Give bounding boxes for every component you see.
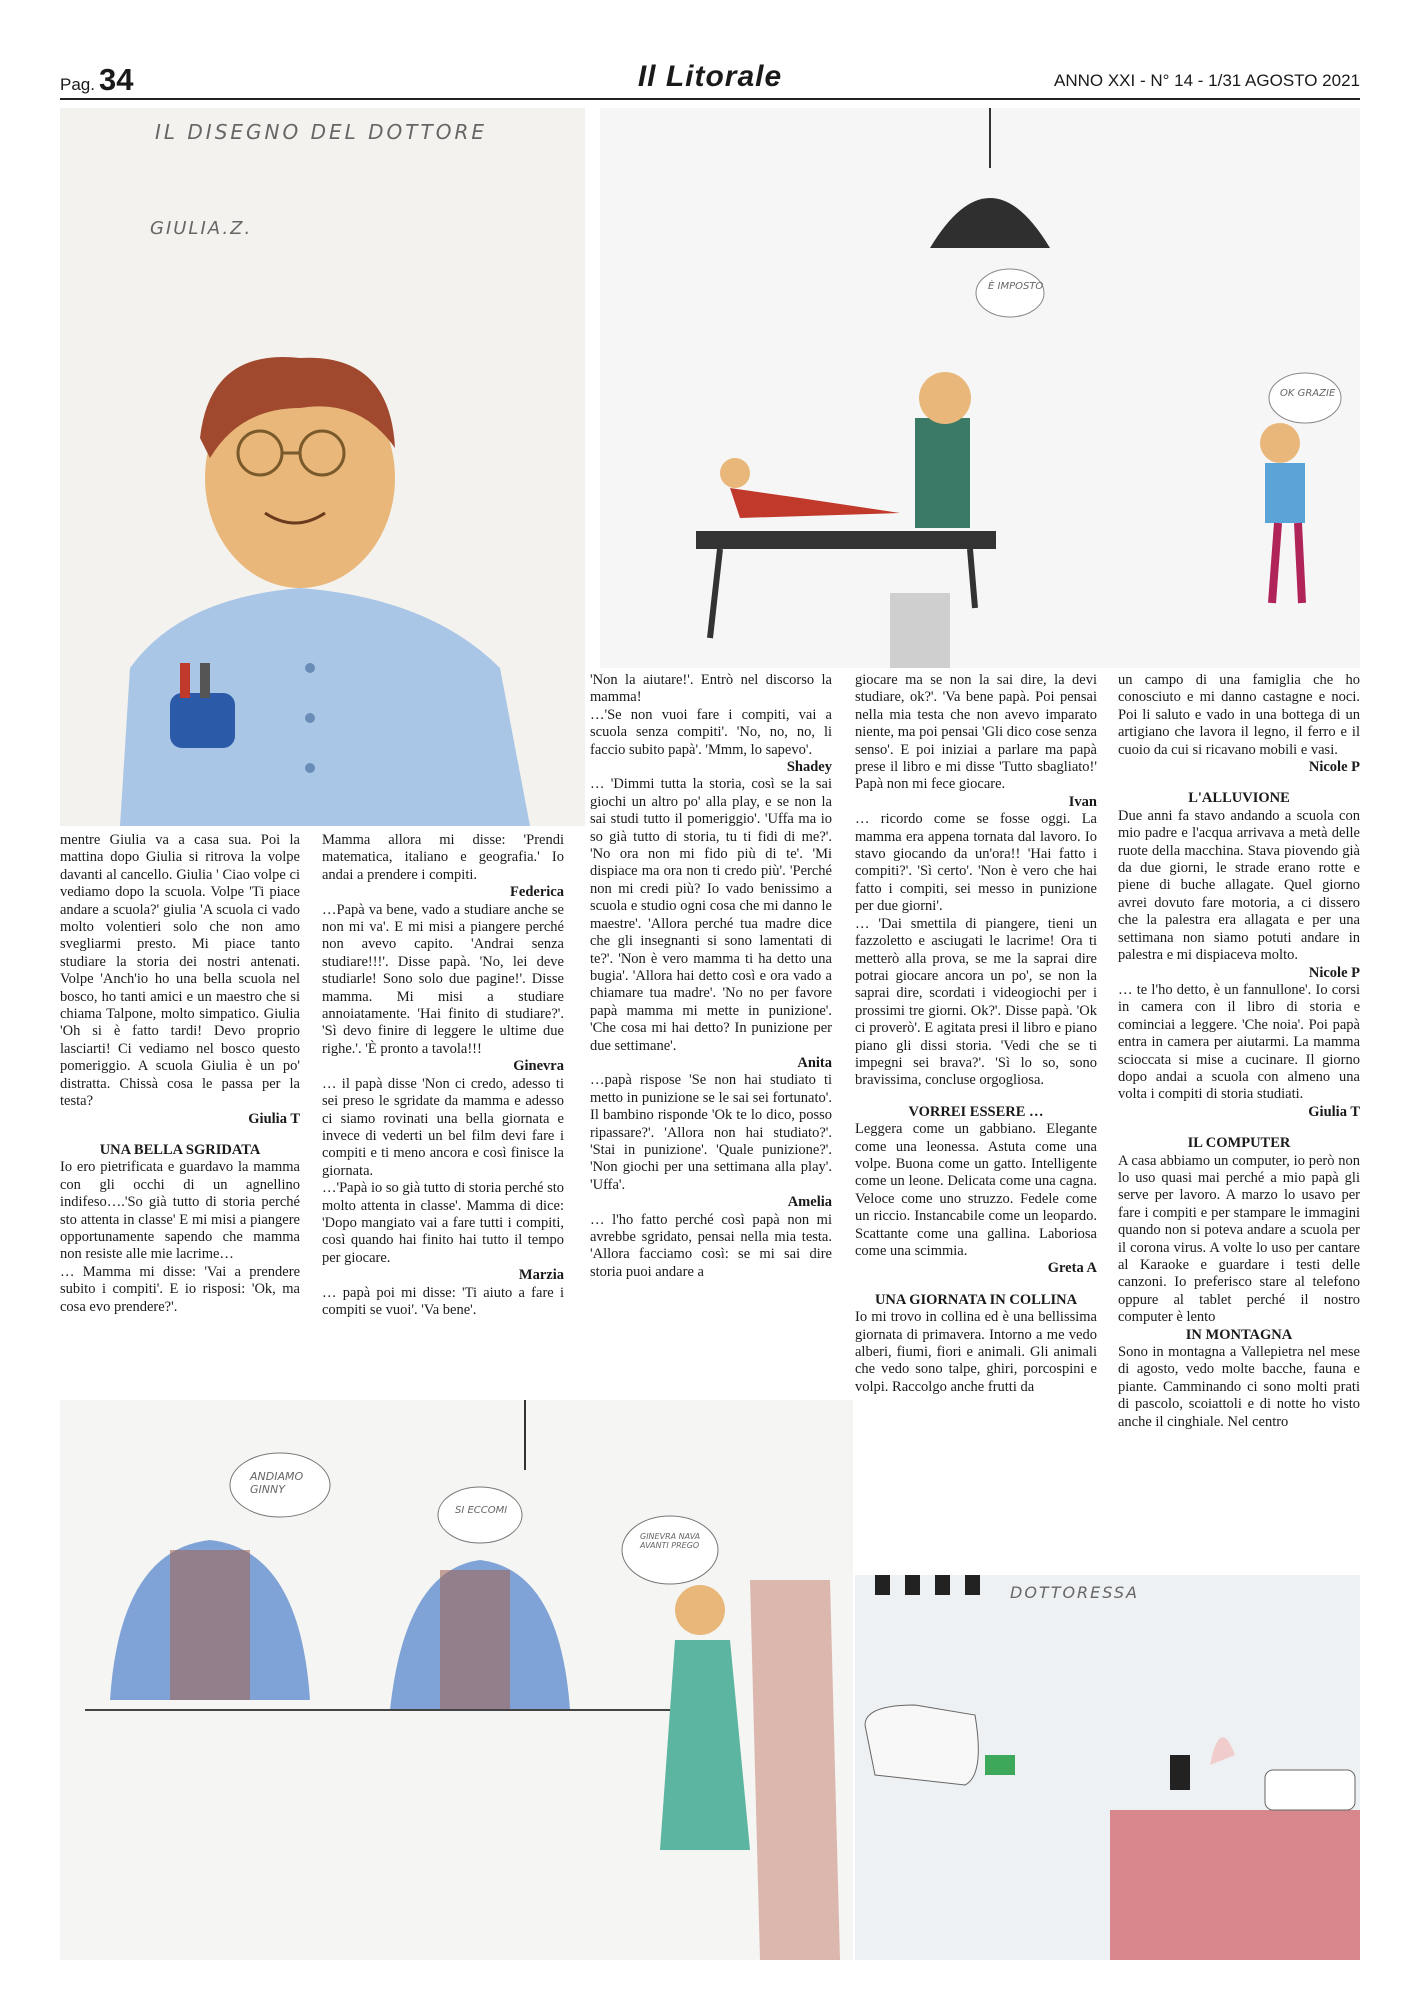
- paragraph: Due anni fa stavo andando a scuola con mio padre e l'acqua arrivava a metà delle ruote della macchina. Stava piovendo già da due giorni, le strade erano rotte e piene di buche allagate. Quel giorno avrei dovuto fare motoria, a ci dissero che la palestra era allagata e per una settimana non siamo potuti andare in palestra e mi dispiaceva molto.: [1118, 807, 1360, 964]
- paragraph: Io ero pietrificata e guardavo la mamma con gli occhi di un agnellino indifeso….'So già tutto di storia perché sto attenta in classe' E mi misi a piangere opportunamente sapendo che mamma non resiste alle mie lacrime…: [60, 1159, 300, 1263]
- text-column-1: [60, 832, 300, 1387]
- dottoressa-drawing: [855, 1575, 1360, 1960]
- byline: Amelia: [787, 1194, 832, 1211]
- paragraph: … te l'ho detto, è un fannullone'. Io corsi in camera con il libro di storia e cominciai a leggere. 'Che noia'. Poi papà entra in camera per aiutarmi. La mamma scioccata si mise a cucinare. Il giorno dopo andai a scuola con almeno una volta i compiti di storia studiati.: [1118, 981, 1360, 1103]
- waiting-room-drawing: [60, 1400, 853, 1960]
- page-header: [60, 58, 1360, 100]
- paragraph: Sono in montagna a Vallepietra nel mese di agosto, vedo molte bacche, fauna e piante. Camminando ci sono molti prati di pascolo, scoiattoli e di notte ho visto anche il cinghiale. Nel centro: [1118, 1344, 1360, 1430]
- article-title: L'ALLUVIONE: [1188, 790, 1290, 807]
- byline: Anita: [797, 1054, 832, 1071]
- drawing-title: DOTTORESSA: [1010, 1583, 1139, 1602]
- byline: Shadey: [786, 759, 832, 776]
- speech-bubble-patient: OK GRAZIE: [1280, 388, 1336, 399]
- paragraph: …papà rispose 'Se non hai studiato ti metto in punizione se le sai sei fortunato'. Il bambino risponde 'Ok te lo dico, posso ripassare?'. 'Allora non hai studiato?'. 'Stai in punizione'. 'Quale punizione?'. 'Non giochi per una settimana alla play'. 'Uffa'.: [590, 1072, 832, 1193]
- byline: Ginevra: [513, 1058, 564, 1075]
- speech-bubble-doctor: È IMPOSTO: [988, 281, 1044, 292]
- paragraph: …'Papà io so già tutto di storia perché sto molto attenta in classe'. Mamma di dice: 'Dopo mangiato vai a fare tutti i compiti, così quando hai finito hai tutto il tempo per giocare.: [322, 1180, 564, 1266]
- article-title: UNA GIORNATA IN COLLINA: [874, 1291, 1078, 1308]
- byline: Nicole P: [1308, 759, 1360, 776]
- page-number-value: 34: [98, 62, 134, 97]
- paragraph: Io mi trovo in collina ed è una bellissima giornata di primavera. Intorno a me vedo alberi, fiumi, fiori e animali. Gli animali che vedo sono talpe, ghiri, porcospini e volpi. Raccolgo anche frutti da: [855, 1309, 1097, 1395]
- paragraph: mentre Giulia va a casa sua. Poi la mattina dopo Giulia si ritrova la volpe davanti al cancello. Giulia ' Ciao volpe ci vediamo dopo la scuola. Volpe 'Ti piace andare a scuola?' giulia 'A scuola ci vado molto volentieri solo che non amo svegliarmi presto. Mi piace tanto studiare la storia dei nostri antenati. Volpe 'Anch'io ho una bella scuola nel bosco, ho tanti amici e un maestro che si chiama Talpone, molto simpatico. Giulia 'Oh si è fatto tardi! Devo proprio lasciarti! Ci vediamo nel bosco questo pomeriggio. A scuola Giulia è un po' distratta. Chissà cosa le passa per la testa?: [60, 832, 300, 1110]
- paragraph: … il papà disse 'Non ci credo, adesso ti sei preso le sgridate da mamma e adesso ci siamo rovinati una bella giornata e invece di vederti un bel film devi fare i compiti e ti meno ancora e così finisce la giornata.: [322, 1075, 564, 1179]
- paragraph: … 'Dimmi tutta la storia, così se la sai giochi un altro po' alla play, e se non la sai studi tutto il pomeriggio'. 'Uffa ma io so già tutto di storia, tu ti fidi di me?'. 'No ora non mi fido più di te'. 'Mi dispiace ma ora non ti credo più'. 'Perché non mi credi più? Io vado benissimo a scuola e studio ogni cosa che mi danno le maestre'. 'Allora perché tua madre dice che gli insegnanti si sono lamentati di te?'. 'Non è vero mamma ti ha detto una bugia'. 'Allora hai detto così e ora vado a chiamare tua madre'. 'No no per favore papà mamma mi mette in punizione'. 'Che cosa mi hai detto? In punizione per due settimane'.: [590, 776, 832, 1054]
- paragraph: … 'Dai smettila di piangere, tieni un fazzoletto e asciugati le lacrime! Ora ti metterò alla prova, se me la saprai dire potrai giocare ancora un po', se non la saprai dire, scordati i videogiochi per i prossimi tre giorni. Ok?'. Disse papà. 'Ok ci proverò'. E agitata presi il libro e piano piano gli dissi storia. 'Vedi che se ti impegni sei brava?'. 'Sì lo so, sono bravissima, concluse orgogliosa.: [855, 915, 1097, 1089]
- text-column-5: [1118, 672, 1360, 1567]
- paragraph: … ricordo come se fosse oggi. La mamma era appena tornata dal lavoro. Io stavo giocando da un'ora!! 'Hai fatto i compiti?'. 'Sì certo'. 'Non è vero che hai fatto i compiti, sei messo in punizione per due giorni'.: [855, 811, 1097, 915]
- article-title: IL COMPUTER: [1187, 1135, 1291, 1152]
- paragraph: un campo di una famiglia che ho conosciuto e mi danno castagne e noci. Poi li saluto e vado in una bottega di un artigiano che lavora il legno, il ferro e il cuoio da cui si ricavano mobili e vasi.: [1118, 672, 1360, 758]
- paragraph: Leggera come un gabbiano. Elegante come una leonessa. Astuta come una volpe. Buona come un gatto. Intelligente come un leone. Delicata come una cagna. Veloce come uno struzzo. Fedele come un riccio. Instancabile come un leopardo. Scattante come una gallina. Laboriosa come una scimmia.: [855, 1121, 1097, 1259]
- paragraph: 'Non la aiutare!'. Entrò nel discorso la mamma!: [590, 672, 832, 706]
- doctor-drawing: [60, 108, 585, 826]
- speech-bubble-3: GINEVRA NAVA AVANTI PREGO: [640, 1532, 701, 1550]
- paragraph: … Mamma mi disse: 'Vai a prendere subito i compiti'. E io risposi: 'Ok, ma cosa evo prendere?'.: [60, 1263, 300, 1315]
- paragraph: Mamma allora mi disse: 'Prendi matematica, italiano e geografia.' Io andai a prendere i compiti.: [322, 832, 564, 883]
- text-column-2: [322, 832, 564, 1387]
- issue-info: ANNO XXI - N° 14 - 1/31 AGOSTO 2021: [1054, 71, 1360, 90]
- page-label: Pag.: [60, 75, 95, 94]
- hospital-drawing: [600, 108, 1360, 668]
- paragraph: A casa abbiamo un computer, io però non lo uso quasi mai perché a mio papà gli serve per lavoro. A marzo lo usavo per fare i compiti e per stampare le immagini quando non si poteva andare a scuola per il corona virus. A volte lo uso per cantare al Karaoke e guardare i testi delle canzoni. Io preferisco stare al telefono oppure al tablet perché il nostro computer è lento: [1118, 1152, 1360, 1326]
- article-title: IN MONTAGNA: [1185, 1326, 1293, 1343]
- paragraph: …'Se non vuoi fare i compiti, vai a scuola senza compiti'. 'No, no, no, li faccio subito papà'. 'Mmm, lo sapevo'.: [590, 706, 832, 758]
- byline: Marzia: [518, 1267, 564, 1284]
- text-column-4: [855, 672, 1097, 1567]
- text-column-3: [590, 672, 832, 1387]
- paragraph: … l'ho fatto perché così papà non mi avrebbe sgridato, pensai nella mia testa. 'Allora facciamo così: se mi sai dire storia puoi andare a: [590, 1211, 832, 1280]
- speech-bubble-1: ANDIAMO GINNY: [250, 1470, 304, 1496]
- byline: Ivan: [1068, 793, 1097, 810]
- paragraph: giocare ma se non la sai dire, la devi studiare, ok?'. 'Va bene papà. Poi pensai nella mia testa che non avevo imparato niente, ma poi pensai 'Gli dico cose senza senso'. E poi iniziai a parlare ma papà prese il libro e mi disse 'Tutto sbagliato!' Papà non mi fece giocare.: [855, 672, 1097, 793]
- paragraph: …Papà va bene, vado a studiare anche se non mi va'. E mi misi a piangere perché non avevo capito. 'Andrai senza studiare!!!'. Disse papà. 'No, lei deve studiarle! Sono solo due pagine!'. Disse mamma. Mi misi a studiare annoiatamente. 'Hai finito di studiare?'. 'Sì devo finire di leggere le ultime due righe.'. 'È pronto a tavola!!!: [322, 901, 564, 1057]
- drawing-title: IL DISEGNO DEL DOTTORE: [155, 120, 487, 144]
- speech-bubble-2: SI ECCOMI: [455, 1505, 508, 1516]
- article-title: UNA BELLA SGRIDATA: [99, 1141, 261, 1158]
- byline: Greta A: [1047, 1260, 1097, 1277]
- drawing-author: GIULIA.Z.: [150, 218, 253, 239]
- article-title: VORREI ESSERE …: [908, 1103, 1044, 1120]
- paragraph: … papà poi mi disse: 'Ti aiuto a fare i compiti se vuoi'. 'Va bene'.: [322, 1284, 564, 1318]
- byline: Nicole P: [1308, 964, 1360, 981]
- byline: Giulia T: [1308, 1103, 1360, 1120]
- byline: Giulia T: [248, 1110, 300, 1127]
- byline: Federica: [510, 884, 564, 901]
- masthead: Il Litorale: [637, 60, 783, 93]
